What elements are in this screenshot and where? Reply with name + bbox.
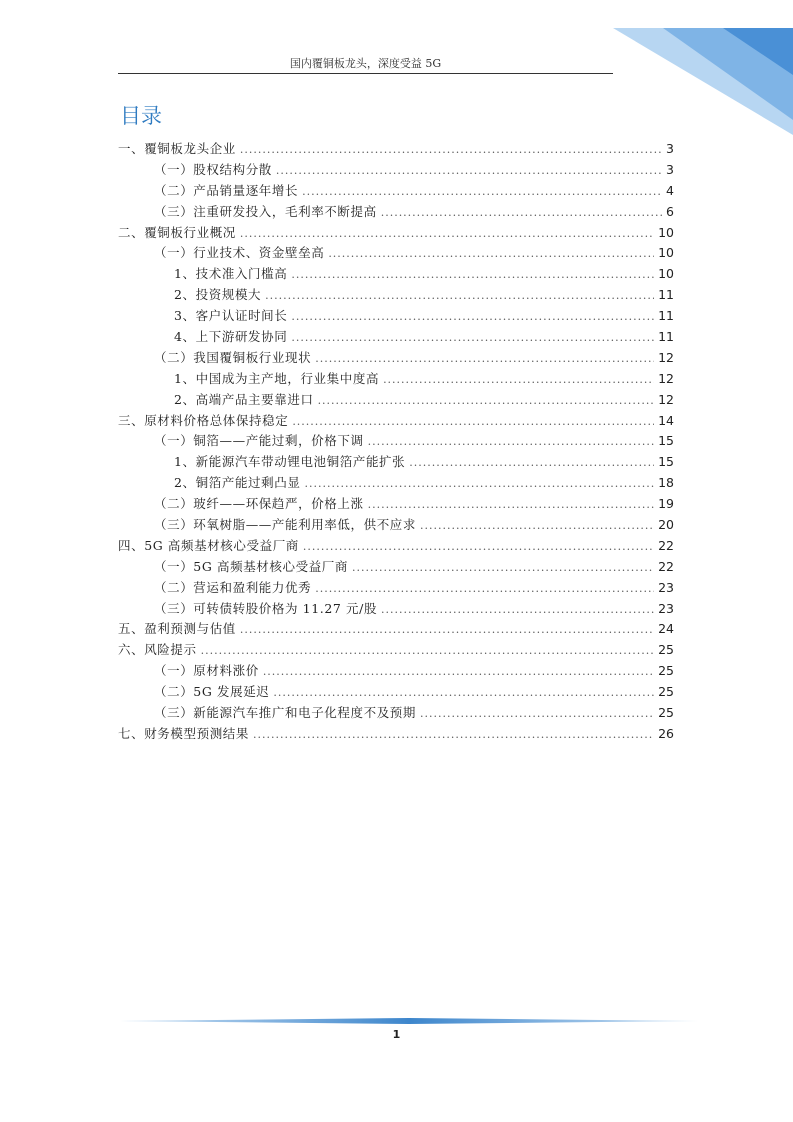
toc-entry[interactable] [118, 181, 674, 202]
corner-decoration [593, 0, 793, 135]
toc-dot-leader [263, 665, 654, 678]
toc-entry-page: 15 [658, 433, 674, 449]
toc-dot-leader [381, 603, 654, 616]
toc-dot-leader [302, 185, 662, 198]
toc-entry-title: 1、新能源汽车带动锂电池铜箔产能扩张 [174, 454, 406, 470]
toc-entry[interactable] [118, 348, 674, 369]
toc-entry-title: （一）股权结构分散 [154, 161, 272, 177]
toc-entry-page: 23 [658, 579, 674, 595]
toc-entry-page: 10 [658, 266, 674, 282]
toc-dot-leader [273, 686, 654, 699]
toc-dot-leader [383, 373, 654, 386]
toc-entry[interactable] [118, 306, 674, 327]
toc-entry-page: 25 [658, 642, 674, 658]
toc-entry-title: （三）环氧树脂——产能利用率低，供不应求 [154, 517, 417, 533]
toc-entry-page: 22 [658, 558, 674, 574]
toc-entry-page: 25 [658, 705, 674, 721]
toc-entry-title: 五、盈利预测与估值 [118, 621, 236, 637]
toc-dot-leader [409, 456, 654, 469]
footer-divider [120, 1016, 698, 1026]
toc-entry-title: （三）注重研发投入，毛利率不断提高 [154, 203, 377, 219]
toc-entry-page: 6 [666, 203, 674, 219]
toc-entry[interactable] [118, 515, 674, 536]
toc-dot-leader [253, 728, 654, 741]
toc-entry[interactable] [118, 599, 674, 620]
toc-entry-page: 11 [658, 287, 674, 303]
toc-entry-page: 3 [666, 141, 674, 156]
toc-entry-title: 1、技术准入门槛高 [174, 266, 288, 282]
toc-entry-page: 18 [658, 475, 674, 491]
toc-entry-page: 25 [658, 684, 674, 700]
toc-entry[interactable] [118, 202, 674, 223]
toc-entry[interactable] [118, 682, 674, 703]
toc-dot-leader [420, 519, 654, 532]
toc-dot-leader [201, 644, 654, 657]
toc-entry-title: 一、覆铜板龙头企业 [118, 141, 236, 156]
toc-entry-title: （二）玻纤——环保趋严，价格上涨 [154, 496, 364, 512]
toc-entry-page: 12 [658, 349, 674, 365]
toc-dot-leader [328, 247, 654, 260]
toc-entry-title: （二）营运和盈利能力优秀 [154, 579, 312, 595]
toc-dot-leader [276, 164, 662, 177]
toc-dot-leader [292, 415, 654, 428]
toc-entry-page: 10 [658, 245, 674, 261]
toc-entry-page: 23 [658, 600, 674, 616]
toc-entry-title: （一）5G 高频基材核心受益厂商 [154, 558, 349, 574]
toc-entry[interactable] [118, 327, 674, 348]
toc-entry-title: （一）铜箔——产能过剩，价格下调 [154, 433, 364, 449]
header-rule [118, 73, 613, 74]
toc-dot-leader [315, 582, 654, 595]
toc-entry[interactable] [118, 473, 674, 494]
toc-entry-title: 3、客户认证时间长 [174, 308, 288, 324]
toc-dot-leader [265, 289, 654, 302]
toc-dot-leader [240, 227, 654, 240]
toc-dot-leader [315, 352, 654, 365]
toc-entry[interactable] [118, 619, 674, 640]
toc-entry-page: 24 [658, 621, 674, 637]
toc-dot-leader [368, 435, 654, 448]
toc-entry[interactable] [118, 724, 674, 745]
toc-entry-page: 12 [658, 370, 674, 386]
toc-entry-title: 三、原材料价格总体保持稳定 [118, 412, 289, 428]
toc-entry-title: 二、覆铜板行业概况 [118, 224, 236, 240]
toc-heading: 目录 [120, 104, 162, 128]
toc-entry-title: 2、高端产品主要靠进口 [174, 391, 314, 407]
toc-entry[interactable] [118, 661, 674, 682]
toc-entry[interactable] [118, 139, 674, 160]
toc-entry[interactable] [118, 640, 674, 661]
header-title: 国内覆铜板龙头，深度受益 5G [289, 57, 442, 70]
toc-entry-title: 七、财务模型预测结果 [118, 725, 250, 741]
toc-entry-page: 10 [658, 224, 674, 240]
toc-entry[interactable] [118, 557, 674, 578]
toc-entry-page: 11 [658, 308, 674, 324]
toc-dot-leader [240, 623, 654, 636]
toc-dot-leader [291, 268, 654, 281]
toc-entry-title: （二）产品销量逐年增长 [154, 182, 299, 198]
toc-entry[interactable] [118, 390, 674, 411]
toc-dot-leader [381, 206, 662, 219]
toc-entry-title: 四、5G 高频基材核心受益厂商 [118, 537, 299, 553]
toc-entry[interactable] [118, 369, 674, 390]
toc-dot-leader [240, 143, 662, 156]
toc-entry-page: 20 [658, 517, 674, 533]
toc-dot-leader [420, 707, 654, 720]
toc-entry-title: （二）我国覆铜板行业现状 [154, 349, 312, 365]
toc-entry-title: 六、风险提示 [118, 642, 197, 658]
toc-entry-page: 12 [658, 391, 674, 407]
toc-entry[interactable] [118, 285, 674, 306]
toc-entry-page: 19 [658, 496, 674, 512]
toc-entry-title: （一）原材料涨价 [154, 663, 259, 679]
toc-entry[interactable] [118, 494, 674, 515]
toc-entry-title: 2、投资规模大 [174, 287, 262, 303]
toc-entry[interactable] [118, 703, 674, 724]
toc-entry[interactable] [118, 411, 674, 432]
toc-entry[interactable] [118, 452, 674, 473]
toc-entry[interactable] [118, 431, 674, 452]
toc-dot-leader [291, 310, 654, 323]
toc-entry[interactable] [118, 160, 674, 181]
toc-entry-title: 2、铜箔产能过剩凸显 [174, 475, 301, 491]
toc-entry-page: 14 [658, 412, 674, 428]
toc-dot-leader [291, 331, 654, 344]
toc-dot-leader [303, 540, 654, 553]
toc-dot-leader [352, 561, 654, 574]
toc-entry-title: （一）行业技术、资金壁垒高 [154, 245, 325, 261]
toc-entry-title: （三）新能源汽车推广和电子化程度不及预期 [154, 705, 417, 721]
toc-entry-page: 4 [666, 182, 674, 198]
toc-entry[interactable] [118, 223, 674, 244]
page-number: 1 [392, 1028, 401, 1041]
toc-dot-leader [318, 394, 655, 407]
toc-entry-page: 22 [658, 537, 674, 553]
toc-entry[interactable] [118, 536, 674, 557]
toc-entry-page: 3 [666, 161, 674, 177]
toc-dot-leader [368, 498, 654, 511]
toc-entry-page: 15 [658, 454, 674, 470]
toc-entry-page: 25 [658, 663, 674, 679]
toc-dot-leader [304, 477, 654, 490]
toc-entry[interactable] [118, 264, 674, 285]
toc-entry-page: 11 [658, 329, 674, 345]
toc-entry[interactable] [118, 243, 674, 264]
table-of-contents [118, 139, 674, 745]
toc-entry-title: 1、中国成为主产地，行业集中度高 [174, 370, 380, 386]
toc-entry[interactable] [118, 578, 674, 599]
toc-entry-title: （二）5G 发展延迟 [154, 684, 270, 700]
toc-entry-title: （三）可转债转股价格为 11.27 元/股 [154, 600, 378, 616]
toc-entry-title: 4、上下游研发协同 [174, 329, 288, 345]
toc-entry-page: 26 [658, 725, 674, 741]
